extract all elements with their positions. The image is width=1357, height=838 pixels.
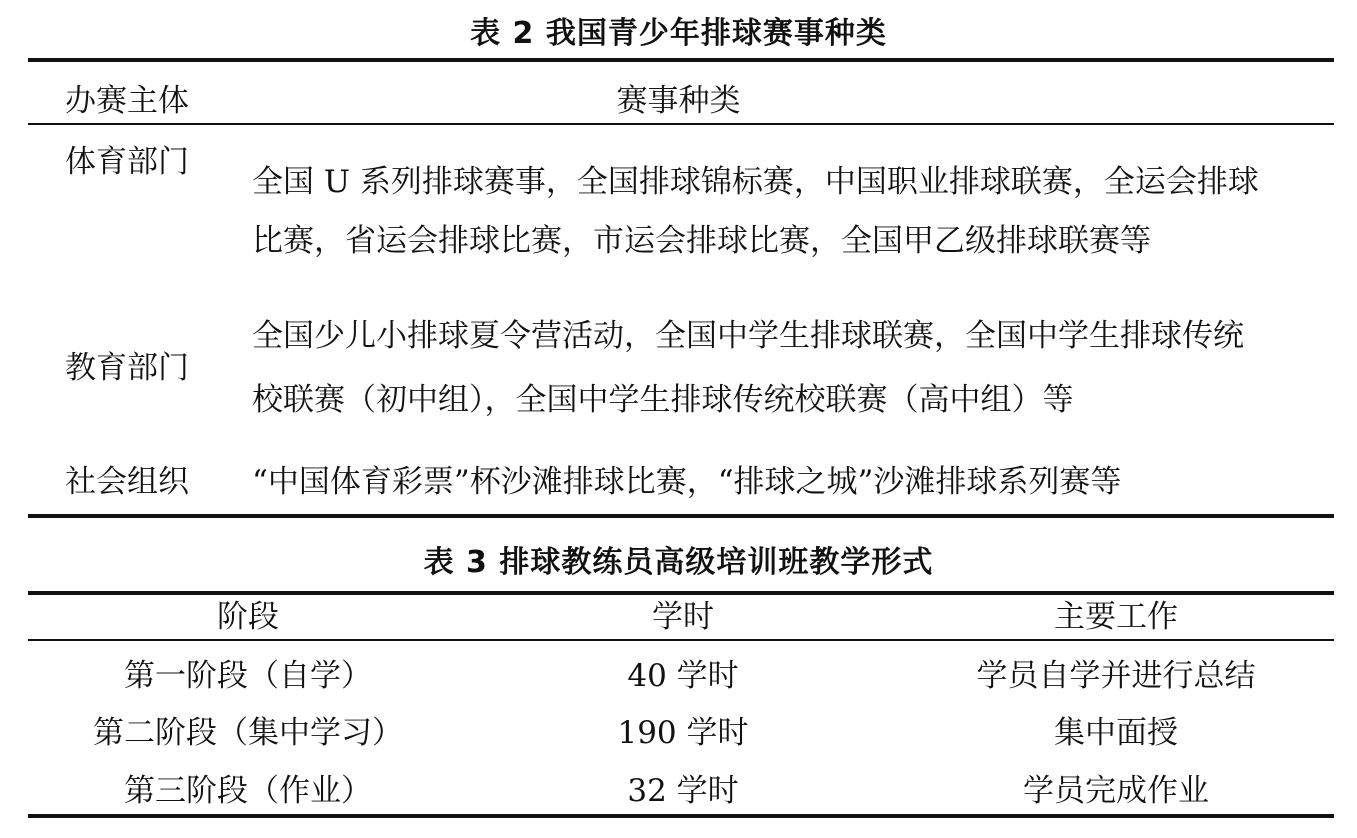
table2-row2-events-line2: 校联赛（初中组），全国中学生排球传统校联赛（高中组）等: [252, 382, 1074, 418]
table3-row1-main-work: 学员自学并进行总结: [976, 658, 1256, 694]
table3-header-stage: 阶段: [217, 599, 279, 635]
table3-row3-hours: 32 学时: [627, 773, 739, 809]
table3-bottom-rule: [28, 814, 1334, 818]
table3-header-main-work: 主要工作: [1054, 599, 1178, 635]
table2-row3-events-line1: “中国体育彩票”杯沙滩排球比赛，“排球之城”沙滩排球系列赛等: [252, 464, 1122, 500]
table3-row3-main-work: 学员完成作业: [1023, 773, 1209, 809]
table2-header-rule: [28, 123, 1334, 125]
table3-top-rule: [28, 591, 1334, 595]
table2-row1-events-line1: 全国 U 系列排球赛事，全国排球锦标赛，中国职业排球联赛，全运会排球: [252, 164, 1259, 200]
table2-row2-events-line1: 全国少儿小排球夏令营活动，全国中学生排球联赛，全国中学生排球传统: [252, 318, 1244, 354]
table2-row1-organizer: 体育部门: [65, 144, 189, 180]
table2-caption: 表 2 我国青少年排球赛事种类: [470, 16, 887, 51]
table3-row2-main-work: 集中面授: [1054, 715, 1178, 751]
table3-header-hours: 学时: [652, 599, 714, 635]
table2-header-organizer: 办赛主体: [65, 83, 189, 119]
table2-row3-organizer: 社会组织: [65, 464, 189, 500]
table3-row2-stage: 第二阶段（集中学习）: [93, 715, 403, 751]
table3-row3-stage: 第三阶段（作业）: [124, 773, 372, 809]
table2-row2-organizer: 教育部门: [65, 350, 189, 386]
table3-caption: 表 3 排球教练员高级培训班教学形式: [423, 545, 934, 580]
table3-row1-stage: 第一阶段（自学）: [124, 658, 372, 694]
table3-header-rule: [28, 639, 1334, 641]
table3-row2-hours: 190 学时: [617, 715, 749, 751]
table2-header-event-types: 赛事种类: [616, 83, 741, 119]
table2-row1-events-line2: 比赛，省运会排球比赛，市运会排球比赛，全国甲乙级排球联赛等: [252, 223, 1151, 259]
table2-top-rule: [28, 58, 1334, 62]
table3-row1-hours: 40 学时: [627, 658, 739, 694]
table2-bottom-rule: [28, 514, 1334, 518]
